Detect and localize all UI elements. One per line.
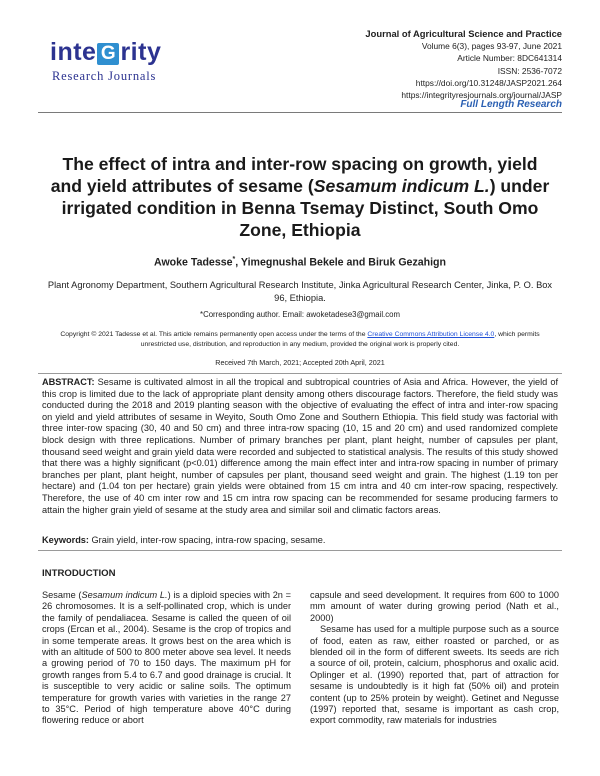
abstract-label: ABSTRACT: bbox=[42, 377, 95, 387]
corresponding-author: *Corresponding author. Email: awoketadese3@gmail.com bbox=[200, 310, 400, 319]
journal-volume: Volume 6(3), pages 93-97, June 2021 bbox=[421, 41, 562, 52]
abstract-text: Sesame is cultivated almost in all the tropical and subtropical countries of Asia and Africa. However, the yield of this crop is limited due to the lack of appropriate plant density among others discourage factors. Therefore, the field study was conducted during the 2018 and 2019 planting season with the objective of evaluating the effect of intra and inter-row spacing on yield and yield attributes of sesame in Weyito, South Omo Zone and Southern Ethiopia. This field study was factorial with three inter-row spacing (30, 40 and 50 cm) and three intra-row spacing (10, 15 and 20 cm) and used randomized complete block design with three replications. Number of primary branches per plant, plant height, number of capsules per plant, thousand seed weight and grain yield data were recorded and subjected to statistical analysis. The results of this study showed that there was a highly significant (p<0.01) difference among the main effect inter and intra-row spacing in number of primary branches per plant, plant height, number of capsules per plant, thousand seed weight and grain. The highest (1.19 ton per hectare) and (1.04 ton per hectare) grain yields were obtained from 15 cm intra and 40 cm inter-row spacing, respectively. Therefore, the use of 40 cm inter row and 15 cm intra row spacing can be recommended for sesame producing farmers to attain the higher grain yield of sesame at the study area and similar soil and climatic factors areas. bbox=[42, 377, 558, 515]
section-heading-introduction: INTRODUCTION bbox=[42, 568, 116, 579]
author-list: Awoke Tadesse*, Yimegnushal Bekele and Biruk Gezahign bbox=[153, 256, 446, 269]
issn: ISSN: 2536-7072 bbox=[497, 65, 562, 76]
logo-g-box: G bbox=[97, 43, 119, 65]
affiliation: Plant Agronomy Department, Southern Agricultural Research Institute, Jinka Agricultural Research Center, Jinka, P. O. Box 96, Ethiopia. bbox=[47, 280, 553, 303]
copyright-notice: Copyright © 2021 Tadesse et al. This article remains permanently open access under the terms of the Creative Commons Attribution License 4.0, which permits unrestricted use, distribution, and reproduction in any medium, provided the original work is properly cited. bbox=[60, 331, 540, 348]
abstract-divider-top bbox=[38, 373, 562, 374]
logo-wordmark: inte G rity bbox=[50, 38, 162, 66]
article-type: Full Length Research bbox=[460, 99, 562, 110]
received-dates: Received 7th March, 2021; Accepted 20th April, 2021 bbox=[215, 358, 385, 367]
journal-name: Journal of Agricultural Science and Practice bbox=[365, 28, 562, 39]
keywords: Keywords: Grain yield, inter-row spacing, intra-row spacing, sesame. bbox=[42, 535, 326, 545]
article-number: Article Number: 8DC641314 bbox=[457, 53, 562, 64]
paper-title: The effect of intra and inter-row spacing on growth, yield and yield attributes of sesame (Sesamum indicum L.) under irrigated condition in Benna Tsemay Distinct, South Omo Zone, Ethiopia bbox=[50, 154, 550, 240]
intro-column-right bbox=[310, 590, 559, 727]
doi-link[interactable]: https://doi.org/10.31248/JASP2021.264 bbox=[415, 77, 562, 88]
header-divider bbox=[38, 112, 562, 113]
intro-column-left bbox=[42, 590, 291, 727]
publisher-logo bbox=[50, 38, 170, 88]
intro-paragraph: capsule and seed development. It requires from 600 to 1000 mm amount of water during growing period (Nath et al., 2000) bbox=[310, 590, 559, 623]
logo-subtitle: Research Journals bbox=[52, 69, 157, 83]
journal-url-link[interactable]: https://integrityresjournals.org/journal/JASP bbox=[401, 90, 562, 101]
intro-paragraph: Sesame (Sesamum indicum L.) is a diploid species with 2n = 26 chromosomes. It is a self-pollinated crop, which is under the family of pendaliacea. Sesame is called the queen of oil crops (Ercan et al., 2004). Sesame is the crop of tropics and in some temperate areas. It grows best on the area which is with an altitude of 500 to 800 meter above sea level. It needs a growing period of 70 to 150 days. The maximum pH for growth ranges from 5.4 to 6.7 and good drainage is crucial. It is susceptible to very acidic or saline soils. The optimum temperature for growth varies with varieties in the range 27 to 35°C. Period of high temperature above 40°C during flowering reduce or abort bbox=[42, 590, 291, 726]
intro-paragraph: Sesame has used for a multiple purpose such as a source of food, eaten as raw, either roasted or parched, or as blended oil in the form of different sweets. Its seeds are rich a source of oil, protein, calcium, phosphorus and oxalic acid. Oplinger et al. (1990) reported that, part of attraction for sesame is undoubtedly is it high fat (50% oil) and protein content (up to 25% protein by weight). Getinet and Negusse (1997) reported that, sesame is important as cash crop, export commodity, raw materials for industries bbox=[310, 624, 559, 726]
journal-info bbox=[365, 28, 562, 101]
abstract-divider-bottom bbox=[38, 550, 562, 551]
abstract bbox=[42, 377, 558, 516]
license-link[interactable]: Creative Commons Attribution License 4.0 bbox=[367, 331, 495, 338]
